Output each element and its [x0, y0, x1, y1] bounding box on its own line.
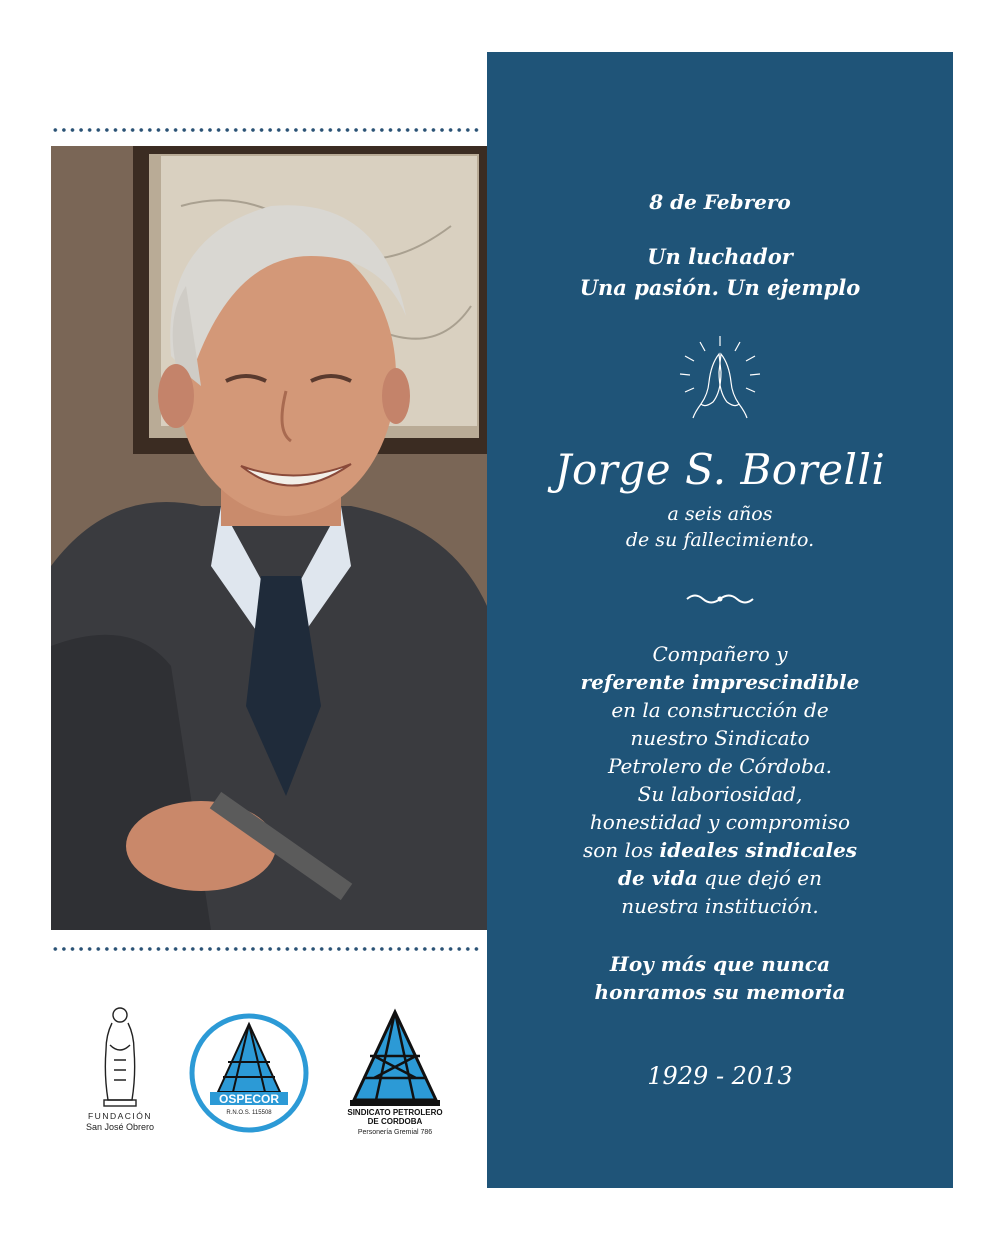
subtitle-line-1: a seis años [667, 503, 773, 525]
ospecor-name: OSPECOR [218, 1092, 280, 1106]
spc-caption-2: DE CORDOBA [367, 1117, 423, 1126]
fundacion-san-jose-obrero-logo [70, 1005, 170, 1133]
memorial-panel [487, 52, 953, 1188]
body-line-4: nuestro Sindicato [630, 726, 810, 750]
fundacion-caption-1: FUNDACIÓN [87, 1111, 153, 1121]
tagline-line-2: Una pasión. Un ejemplo [579, 275, 861, 300]
body-line-3: en la construcción de [611, 698, 829, 722]
body-line-10: nuestra institución. [621, 894, 819, 918]
body-line-6: Su laboriosidad, [637, 782, 803, 806]
portrait-photo [51, 146, 487, 930]
spc-caption-3: Personería Gremial 786 [357, 1129, 433, 1136]
flourish-divider-icon [685, 590, 755, 608]
person-name: Jorge S. Borelli [554, 445, 886, 494]
praying-hands-icon [675, 332, 765, 422]
ospecor-rnos: R.N.O.S. 115508 [226, 1110, 272, 1116]
closing-line-1: Hoy más que nunca [609, 952, 831, 976]
life-years: 1929 - 2013 [647, 1062, 793, 1090]
date-heading: 8 de Febrero [649, 190, 791, 214]
body-line-8-pre: son los [582, 838, 660, 862]
body-line-7: honestidad y compromiso [589, 810, 851, 834]
ospecor-logo [188, 1012, 310, 1134]
body-line-5: Petrolero de Córdoba. [607, 754, 833, 778]
spc-caption-1: SINDICATO PETROLERO [347, 1108, 443, 1117]
body-line-9 [487, 866, 953, 890]
body-line-8 [487, 838, 953, 862]
body-line-2: referente imprescindible [580, 670, 860, 694]
dotted-divider-bottom [51, 946, 479, 952]
dotted-divider-top [51, 127, 479, 133]
fundacion-caption-2: San José Obrero [85, 1122, 155, 1132]
body-line-9-bold: de vida [617, 866, 698, 890]
closing-line-2: honramos su memoria [594, 980, 846, 1004]
body-line-9-post: que dejó en [697, 866, 823, 890]
sindicato-petrolero-cordoba-logo [336, 1008, 454, 1136]
subtitle-line-2: de su fallecimiento. [625, 529, 815, 551]
tagline-line-1: Un luchador [647, 244, 793, 269]
body-line-8-bold: ideales sindicales [659, 838, 858, 862]
body-line-1: Compañero y [652, 642, 788, 666]
